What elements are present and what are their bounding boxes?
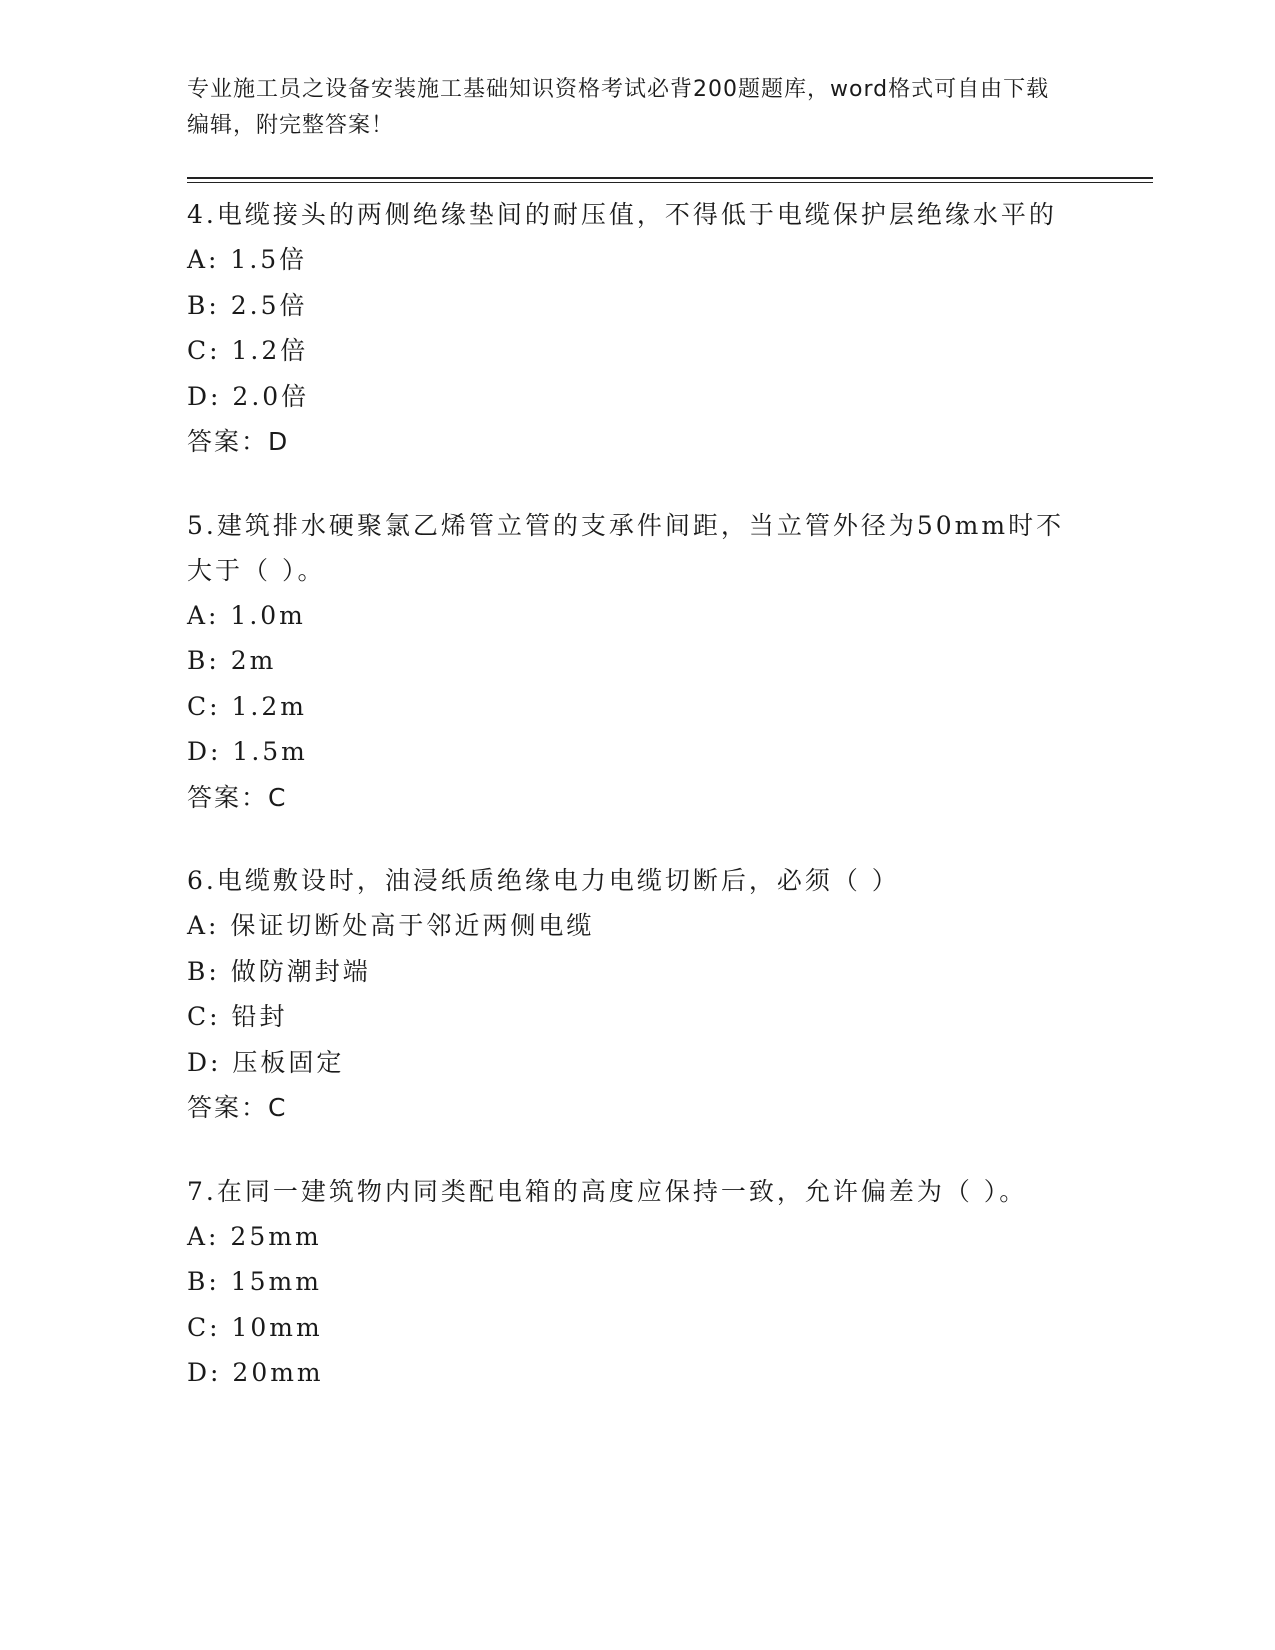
option-d: D: 1.5m	[187, 737, 308, 766]
question-text: 6.电缆敷设时，油浸纸质绝缘电力电缆切断后，必须（ ）	[187, 866, 900, 895]
option-a: A: 1.5倍	[187, 245, 308, 274]
header-divider-thick	[187, 177, 1153, 179]
option-a: A: 25mm	[187, 1221, 322, 1251]
question-list	[187, 192, 1087, 1434]
option-b: B: 2m	[187, 646, 277, 675]
question-text: 7.在同一建筑物内同类配电箱的高度应保持一致，允许偏差为（ ）。	[187, 1176, 1028, 1206]
option-b: B: 15mm	[187, 1267, 322, 1296]
question-4	[187, 192, 1087, 465]
question-7	[187, 1169, 1087, 1396]
option-c: C: 10mm	[187, 1312, 323, 1342]
answer-line: 答案：C	[187, 1093, 288, 1122]
answer-line: 答案：C	[187, 782, 288, 812]
question-text: 4.电缆接头的两侧绝缘垫间的耐压值，不得低于电缆保护层绝缘水平的	[187, 200, 1057, 229]
option-d: D: 20mm	[187, 1358, 324, 1387]
option-b: B: 2.5倍	[187, 290, 308, 320]
option-d: D: 压板固定	[187, 1047, 345, 1077]
option-d: D: 2.0倍	[187, 381, 310, 411]
answer-line: 答案：D	[187, 427, 290, 456]
option-c: C: 铅封	[187, 1002, 288, 1031]
question-5	[187, 503, 1087, 821]
option-c: C: 1.2m	[187, 691, 307, 721]
question-text: 5.建筑排水硬聚氯乙烯管立管的支承件间距，当立管外径为50mm时不大于（ ）。	[187, 510, 1065, 585]
header-intro-text: 专业施工员之设备安装施工基础知识资格考试必背200题题库，word格式可自由下载编辑，附完整答案！	[187, 77, 1050, 138]
header-divider-thin	[187, 182, 1153, 183]
option-a: A: 保证切断处高于邻近两侧电缆	[187, 911, 595, 940]
option-a: A: 1.0m	[187, 600, 306, 630]
option-c: C: 1.2倍	[187, 336, 309, 365]
option-b: B: 做防潮封端	[187, 956, 371, 986]
question-6	[187, 858, 1087, 1131]
document-header	[187, 72, 1067, 144]
